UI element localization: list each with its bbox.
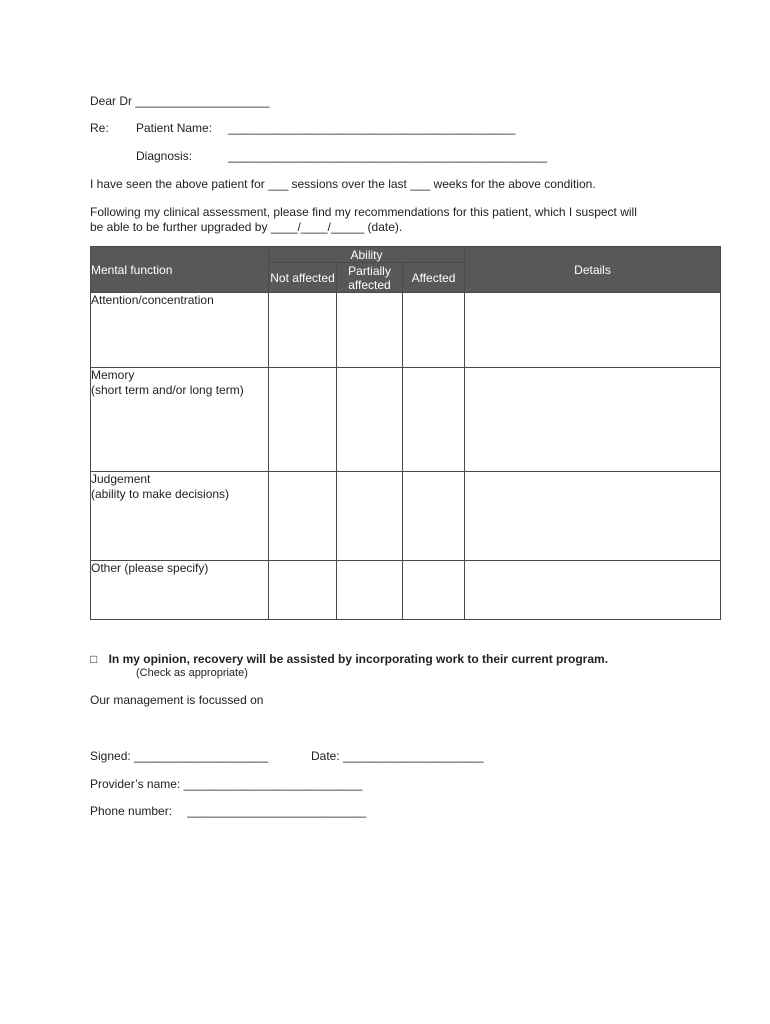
table-row xyxy=(91,293,721,368)
partially-affected-cell[interactable] xyxy=(337,561,403,620)
function-cell xyxy=(91,561,269,620)
re-label: Re: xyxy=(90,121,109,135)
details-cell[interactable] xyxy=(465,561,721,620)
function-name: Memory xyxy=(91,368,135,382)
provider-name-field[interactable]: ____________________________ xyxy=(183,777,363,791)
function-cell xyxy=(91,368,269,472)
date-label: Date: xyxy=(311,749,340,763)
not-affected-cell[interactable] xyxy=(269,561,337,620)
function-note: (short term and/or long term) xyxy=(91,383,244,397)
details-cell[interactable] xyxy=(465,293,721,368)
partially-affected-cell[interactable] xyxy=(337,472,403,561)
header-details: Details xyxy=(465,247,721,293)
affected-cell[interactable] xyxy=(403,368,465,472)
management-text: Our management is focussed on xyxy=(90,693,264,707)
header-affected: Affected xyxy=(403,263,465,293)
mental-function-table xyxy=(90,246,721,620)
function-cell xyxy=(91,293,269,368)
header-partially-line2: affected xyxy=(348,277,391,292)
opinion-line xyxy=(90,652,608,666)
affected-cell[interactable] xyxy=(403,472,465,561)
patient-name-label: Patient Name: xyxy=(136,121,213,135)
check-note: (Check as appropriate) xyxy=(136,667,248,679)
signed-label: Signed: xyxy=(90,749,131,763)
table-row xyxy=(91,368,721,472)
provider-line xyxy=(90,777,362,791)
phone-number-field[interactable]: ____________________________ xyxy=(187,804,366,818)
header-partially-line1: Partially xyxy=(348,263,391,278)
date-field[interactable]: ______________________ xyxy=(343,749,484,763)
header-not-affected: Not affected xyxy=(269,263,337,293)
salutation-line xyxy=(90,94,269,108)
function-name: Attention/concentration xyxy=(91,293,214,307)
details-cell[interactable] xyxy=(465,472,721,561)
partially-affected-cell[interactable] xyxy=(337,368,403,472)
function-name: Other (please specify) xyxy=(91,561,209,575)
patient-name-field[interactable]: _____________________________________________ xyxy=(228,121,515,135)
recommendation-line-1: Following my clinical assessment, please find my recommendations for this patient, which I suspect will xyxy=(90,205,637,219)
table-row xyxy=(91,561,721,620)
doctor-name-field[interactable]: _____________________ xyxy=(135,94,270,108)
affected-cell[interactable] xyxy=(403,561,465,620)
not-affected-cell[interactable] xyxy=(269,472,337,561)
header-partially-affected xyxy=(337,263,403,293)
phone-label: Phone number: xyxy=(90,804,173,818)
recommendation-line-2: be able to be further upgraded by ____/____/_____ (date). xyxy=(90,220,403,234)
function-name: Judgement xyxy=(91,472,151,486)
function-cell xyxy=(91,472,269,561)
sessions-sentence: I have seen the above patient for ___ sessions over the last ___ weeks for the above condition. xyxy=(90,177,596,191)
signed-line xyxy=(90,749,268,763)
header-ability: Ability xyxy=(269,247,465,263)
signature-field[interactable]: _____________________ xyxy=(134,749,268,763)
header-mental-function: Mental function xyxy=(91,247,269,293)
opinion-text: In my opinion, recovery will be assisted by incorporating work to their current program. xyxy=(108,652,609,666)
details-cell[interactable] xyxy=(465,368,721,472)
function-note: (ability to make decisions) xyxy=(91,487,230,501)
opinion-checkbox[interactable]: □ xyxy=(90,652,98,666)
dear-dr-label: Dear Dr xyxy=(90,94,133,108)
not-affected-cell[interactable] xyxy=(269,368,337,472)
diagnosis-label: Diagnosis: xyxy=(136,149,193,163)
phone-line xyxy=(90,804,366,818)
diagnosis-field[interactable]: __________________________________________________ xyxy=(228,149,547,163)
provider-label: Provider’s name: xyxy=(90,777,181,791)
not-affected-cell[interactable] xyxy=(269,293,337,368)
partially-affected-cell[interactable] xyxy=(337,293,403,368)
date-line xyxy=(311,749,483,763)
table-row xyxy=(91,472,721,561)
affected-cell[interactable] xyxy=(403,293,465,368)
